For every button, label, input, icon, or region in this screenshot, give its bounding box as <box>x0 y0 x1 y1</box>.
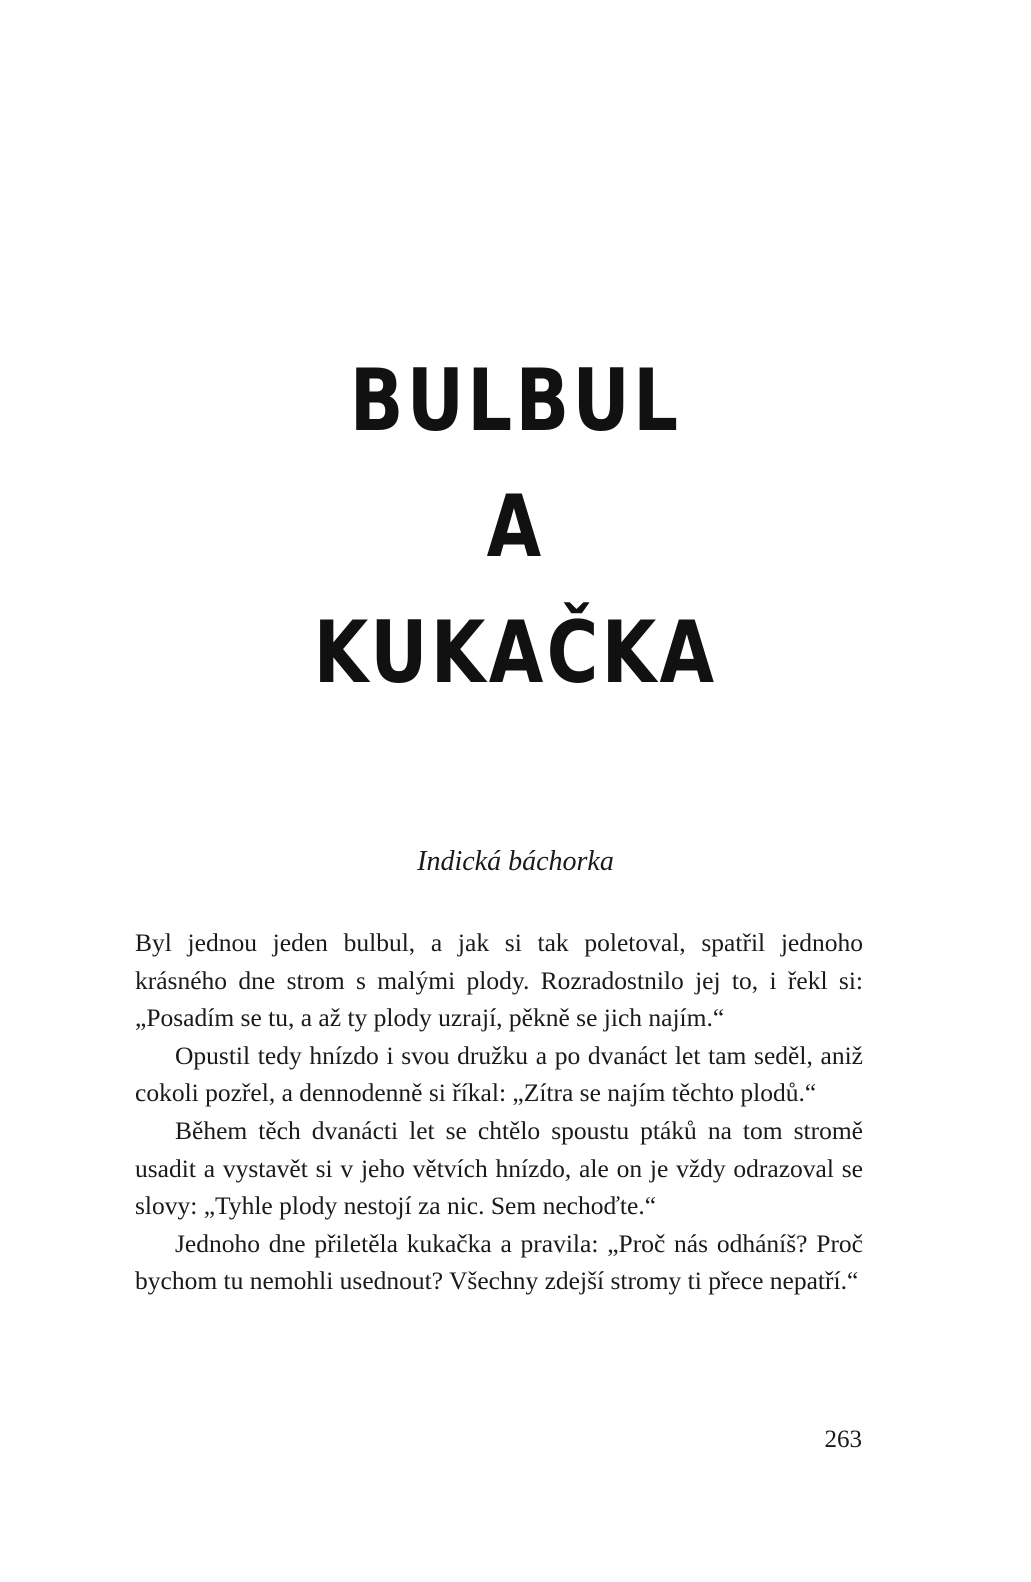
chapter-title-line-3: KUKAČKA <box>313 603 718 703</box>
chapter-title-line-2: A <box>486 477 545 577</box>
paragraph-1: Byl jednou jeden bulbul, a jak si tak poletoval, spatřil jednoho krásného dne strom s malými plody. Rozradostnilo jej to, i řekl si: „Posadím se tu, a až ty plody uzrají, pěkně se jich najím.“ <box>135 928 863 1033</box>
paragraph-3: Během těch dvanácti let se chtělo spoustu ptáků na tom stromě usadit a vystavět si v jeho větvích hnízdo, ale on je vždy odrazoval se slovy: „Tyhle plody nestojí za nic. Sem nechoďte.“ <box>135 1115 863 1221</box>
body-text <box>135 924 863 1300</box>
page-number: 263 <box>824 1426 862 1453</box>
chapter-title-line-1: BULBUL <box>349 351 682 451</box>
paragraph-4: Jednoho dne přiletěla kukačka a pravila: „Proč nás odháníš? Proč bychom tu nemohli usednout? Všechny zdejší stromy ti přece nepatří.“ <box>135 1228 863 1296</box>
chapter-title <box>0 338 1031 716</box>
chapter-subtitle: Indická báchorka <box>417 846 614 877</box>
paragraph-2: Opustil tedy hnízdo i svou družku a po dvanáct let tam seděl, aniž cokoli pozřel, a dennodenně si říkal: „Zítra se najím těchto plodů.“ <box>135 1040 863 1108</box>
